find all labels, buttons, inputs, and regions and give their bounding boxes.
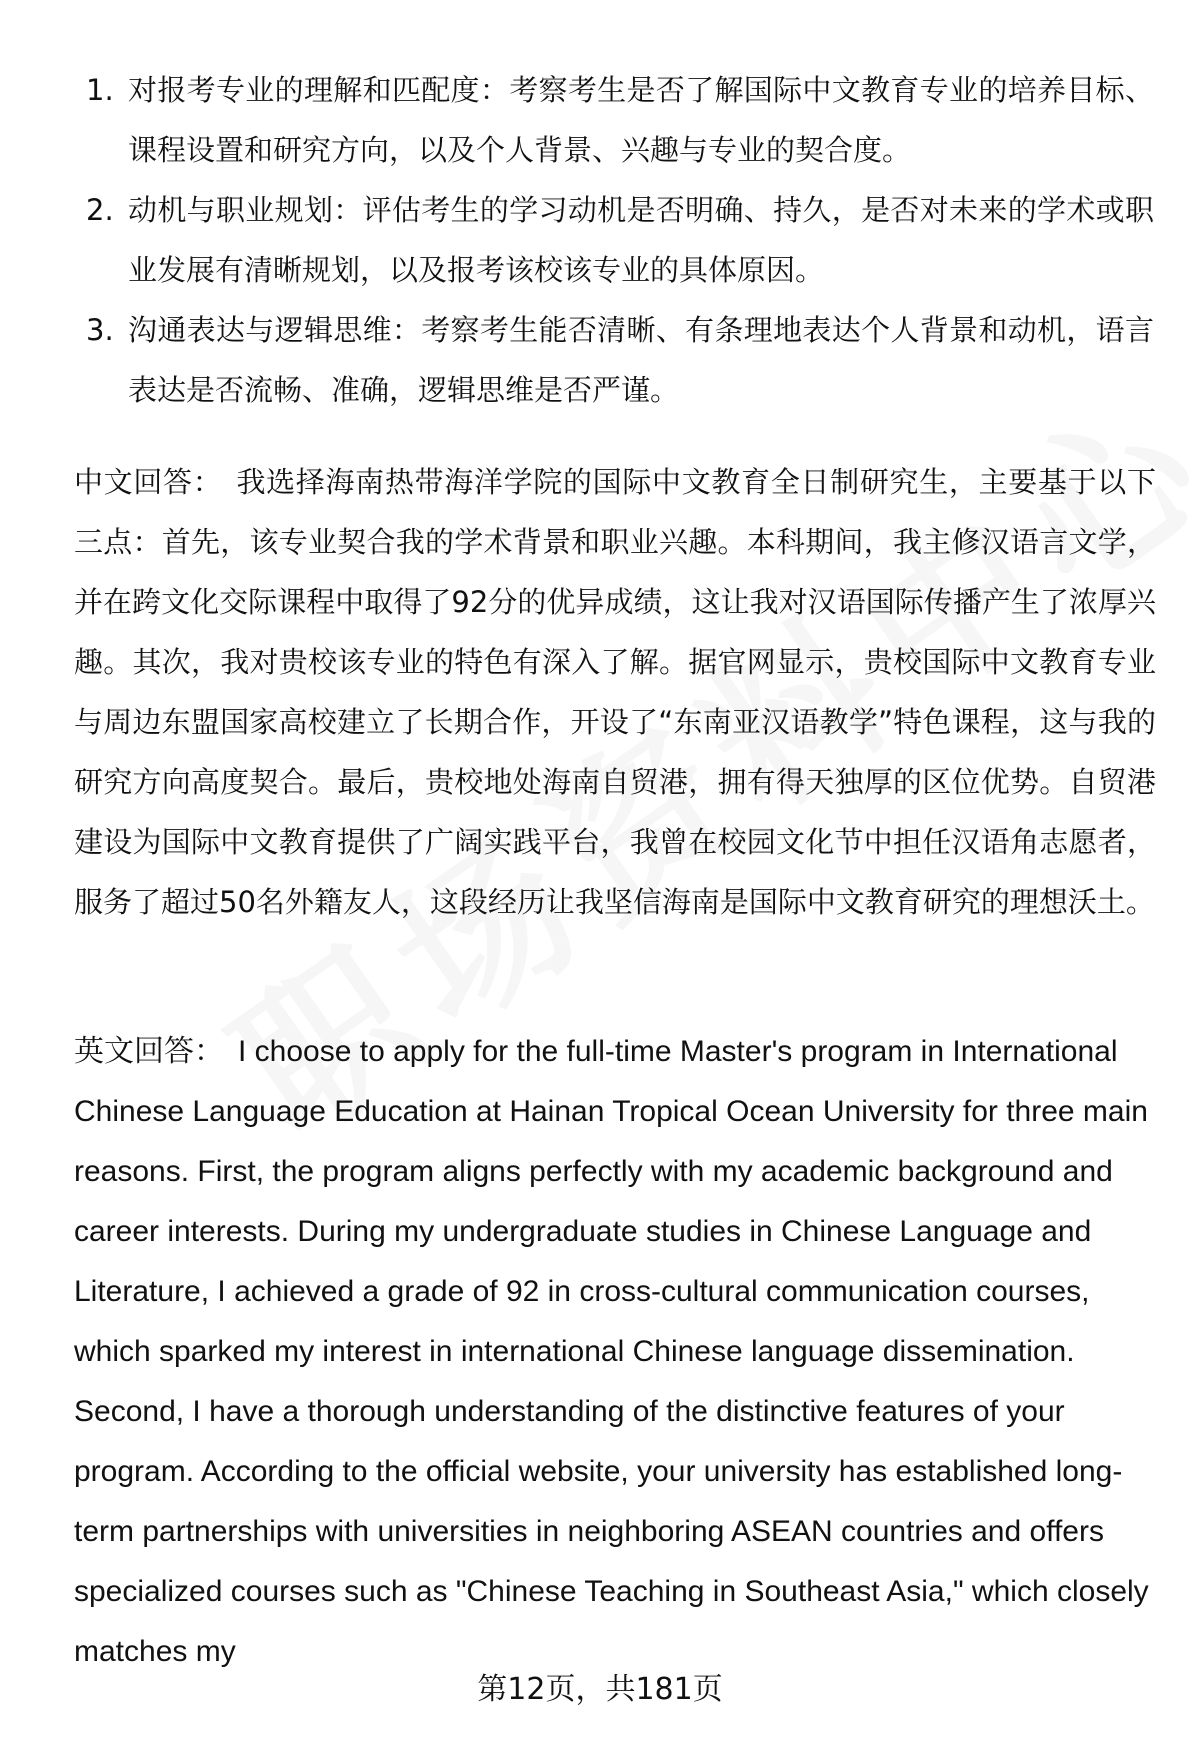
criteria-text: 动机与职业规划：评估考生的学习动机是否明确、持久，是否对未来的学术或职业发展有清晰规划，以及报考该校该专业的具体原因。: [128, 193, 1154, 287]
criteria-item: [74, 300, 1154, 420]
chinese-answer-label: 中文回答：: [74, 465, 223, 499]
criteria-number: 2.: [86, 193, 114, 227]
evaluation-criteria-list: [74, 60, 1154, 420]
chinese-answer-text: 我选择海南热带海洋学院的国际中文教育全日制研究生，主要基于以下三点：首先，该专业契合我的学术背景和职业兴趣。本科期间，我主修汉语言文学，并在跨文化交际课程中取得了92分的优异成绩，这让我对汉语国际传播产生了浓厚兴趣。其次，我对贵校该专业的特色有深入了解。据官网显示，贵校国际中文教育专业与周边东盟国家高校建立了长期合作，开设了“东南亚汉语教学”特色课程，这与我的研究方向高度契合。最后，贵校地处海南自贸港，拥有得天独厚的区位优势。自贸港建设为国际中文教育提供了广阔实践平台，我曾在校园文化节中担任汉语角志愿者，服务了超过50名外籍友人，这段经历让我坚信海南是国际中文教育研究的理想沃土。: [74, 465, 1156, 919]
criteria-number: 3.: [86, 313, 114, 347]
criteria-number: 1.: [86, 73, 114, 107]
english-answer-label: 英文回答：: [74, 1035, 224, 1068]
criteria-text: 沟通表达与逻辑思维：考察考生能否清晰、有条理地表达个人背景和动机，语言表达是否流畅、准确，逻辑思维是否严谨。: [128, 313, 1154, 407]
criteria-text: 对报考专业的理解和匹配度：考察考生是否了解国际中文教育专业的培养目标、课程设置和研究方向，以及个人背景、兴趣与专业的契合度。: [128, 73, 1154, 167]
page-number-footer: 第12页，共181页: [477, 1672, 723, 1707]
criteria-item: [74, 180, 1154, 300]
english-answer-paragraph: [74, 1022, 1156, 1682]
criteria-item: [74, 60, 1154, 180]
english-answer-text: I choose to apply for the full-time Master's program in International Chinese Language Education at Hainan Tropical Ocean University for three main reasons. First, the program aligns perfectly with my academic background and career interests. During my undergraduate studies in Chinese Language and Literature, I achieved a grade of 92 in cross-cultural communication courses, which sparked my interest in international Chinese language dissemination. Second, I have a thorough understanding of the distinctive features of your program. According to the official website, your university has established long-term partnerships with universities in neighboring ASEAN countries and offers specialized courses such as "Chinese Teaching in Southeast Asia," which closely matches my: [74, 1035, 1149, 1668]
chinese-answer-paragraph: [74, 452, 1156, 932]
